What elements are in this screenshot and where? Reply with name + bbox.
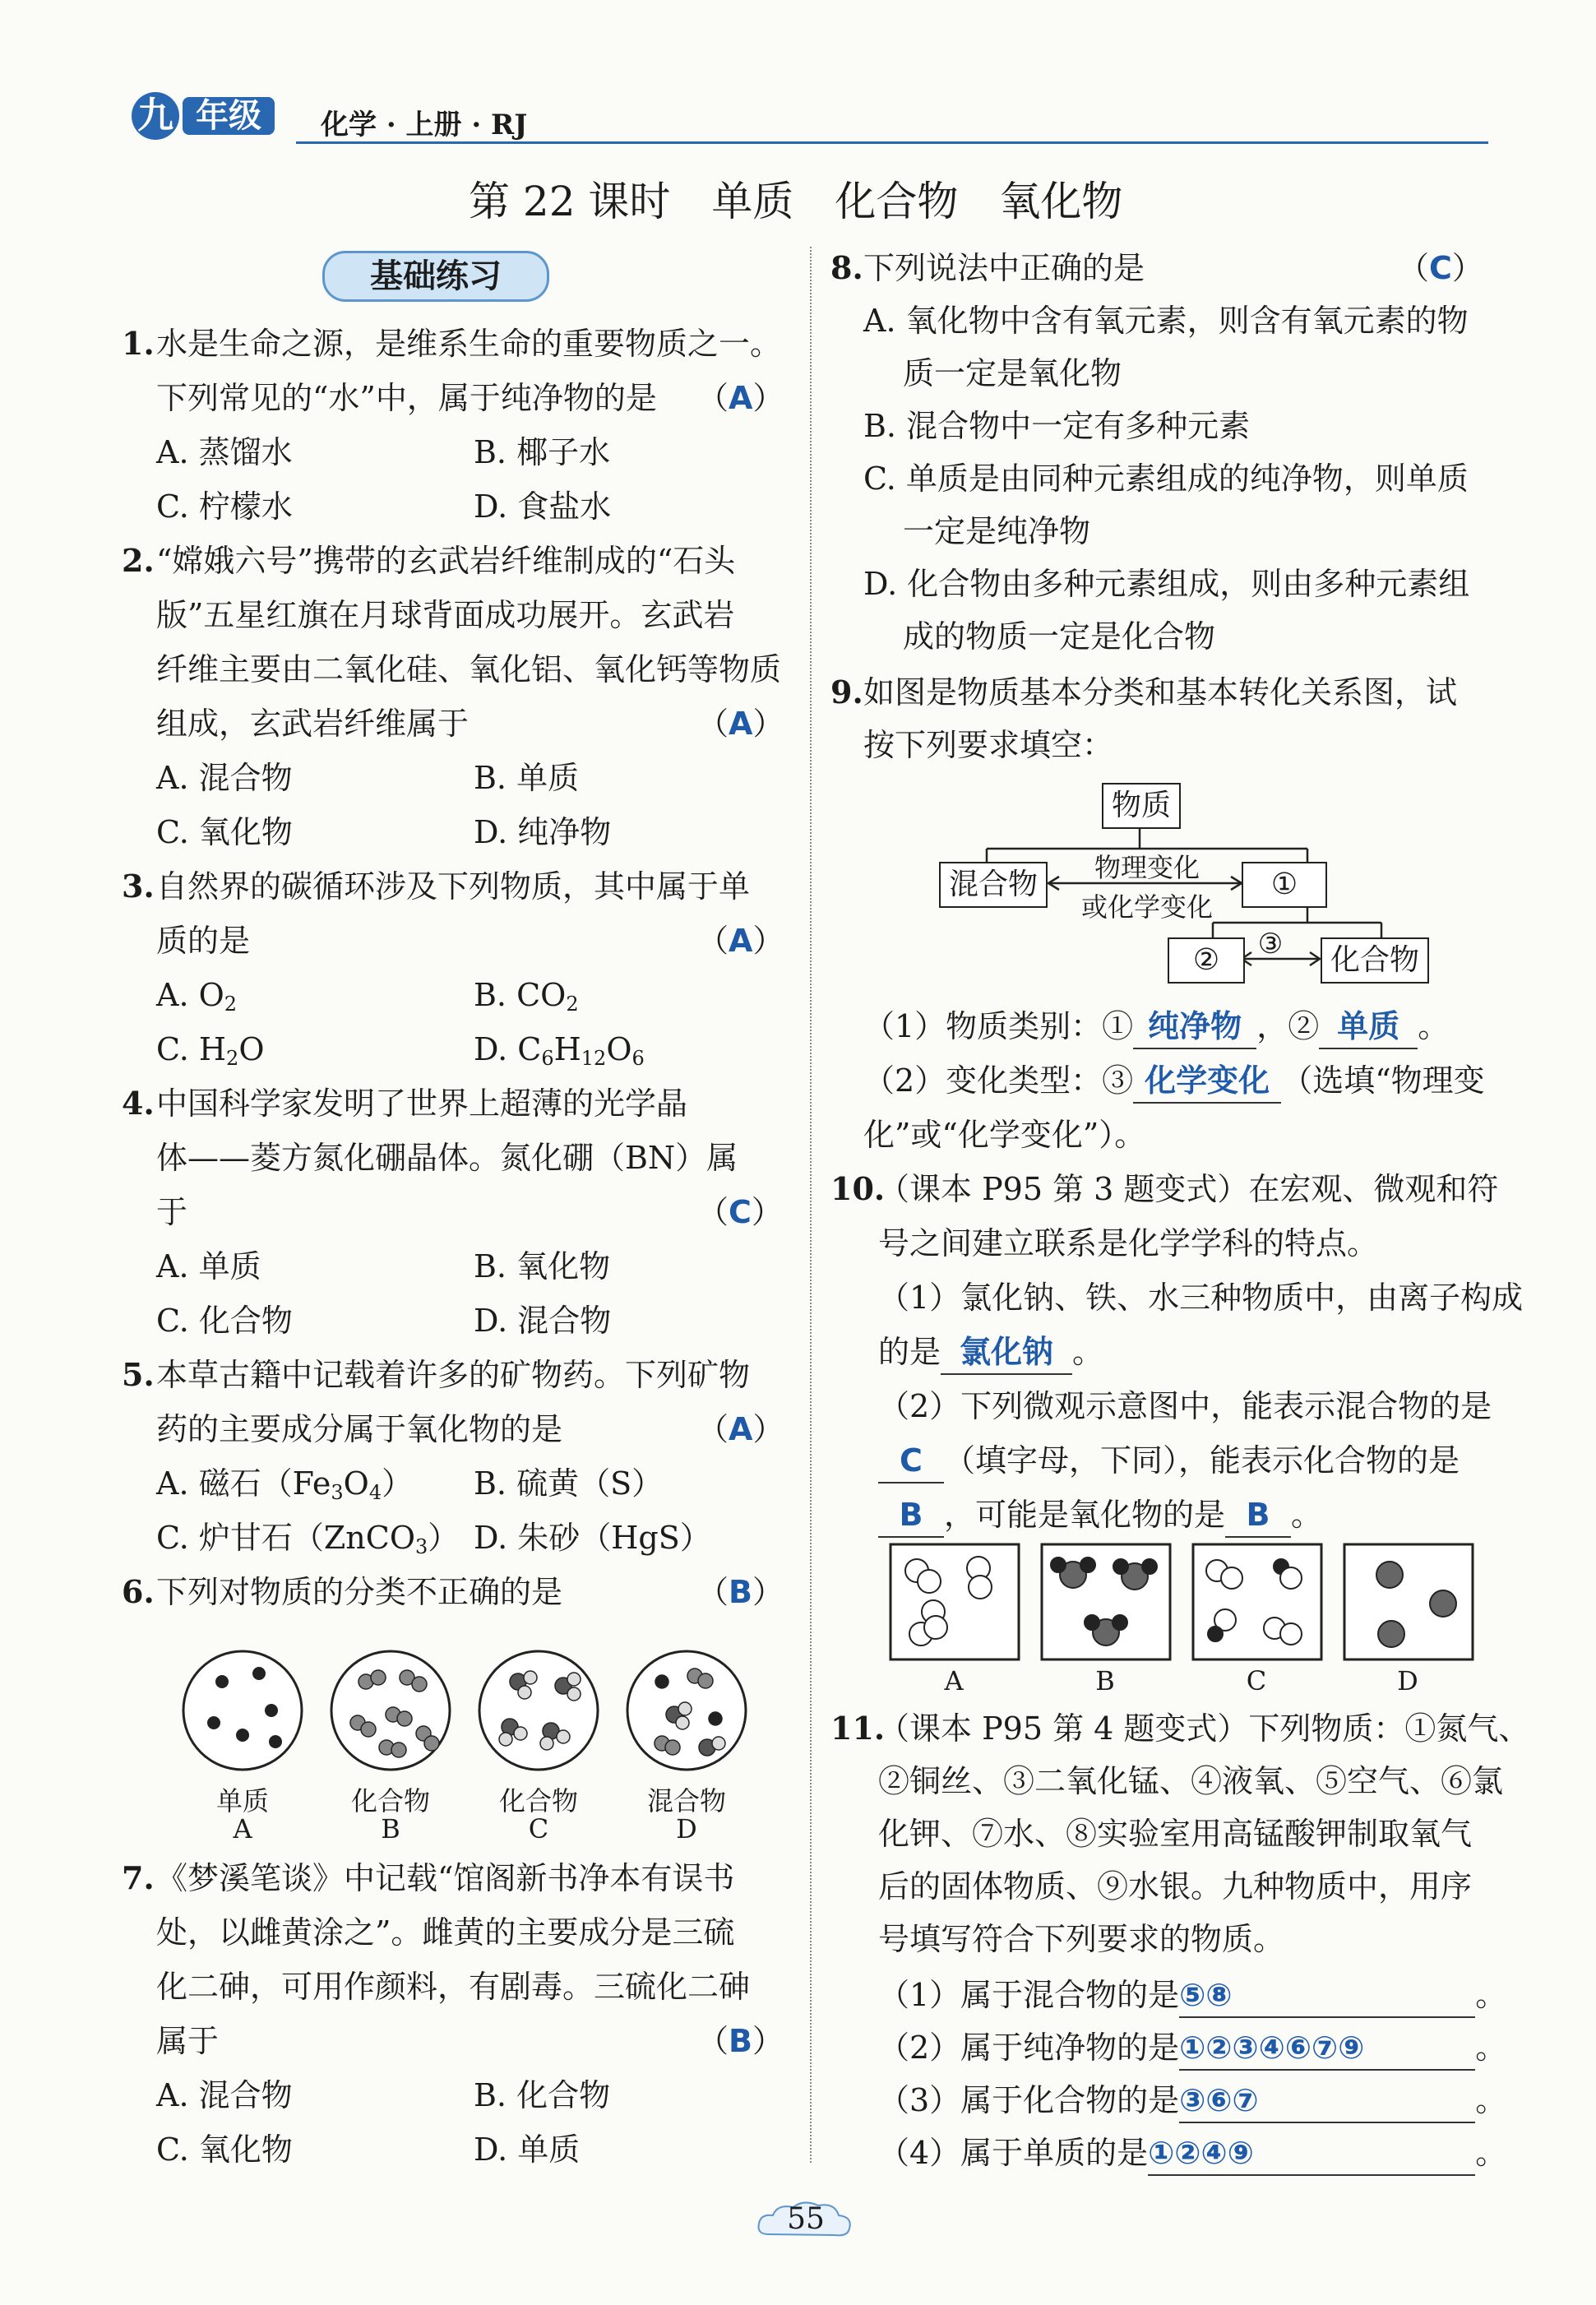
q1-stem: 水是生命之源，是维系生命的重要物质之一。 xyxy=(156,326,782,362)
q1-option: B. 椰子水 xyxy=(474,434,611,470)
q4-option: C. 化合物 xyxy=(156,1303,293,1339)
q9-stem: 按下列要求填空： xyxy=(863,727,1114,763)
q4-option: D. 混合物 xyxy=(474,1303,612,1339)
q9-part2: （2）变化类型：③ 化学变化 （选填“物理变 xyxy=(863,1059,1485,1104)
q2-option: A. 混合物 xyxy=(156,760,293,796)
q6-letter: D xyxy=(676,1813,697,1844)
q11-number: 11. xyxy=(830,1710,886,1747)
q4-stem: 于 xyxy=(156,1194,188,1230)
q7-stem: 处，以雌黄涂之”。雌黄的主要成分是三硫 xyxy=(156,1914,735,1951)
q8-option: 质一定是氧化物 xyxy=(903,355,1122,391)
q9-part2-cont: 化”或“化学变化”）。 xyxy=(863,1117,1146,1153)
q2-answer: （A） xyxy=(697,706,784,742)
q5-option-b: B. 硫黄（S） xyxy=(474,1465,664,1502)
page-number: 55 xyxy=(787,2202,825,2236)
q7-option: A. 混合物 xyxy=(156,2077,293,2113)
q8-option: A. 氧化物中含有氧元素，则含有氧元素的物 xyxy=(863,303,1469,339)
q10-part1-cont: 的是 氯化钠 。 xyxy=(878,1331,1103,1375)
q10-blank-1: 氯化钠 xyxy=(941,1331,1072,1375)
q5-answer: （A） xyxy=(697,1411,784,1447)
q7-stem: 化二砷，可用作颜料，有剧毒。三硫化二砷 xyxy=(156,1969,751,2005)
q8-answer: （C） xyxy=(1398,250,1483,286)
q3-stem: 自然界的碳循环涉及下列物质，其中属于单 xyxy=(156,868,751,905)
q10-stem: （课本 P95 第 3 题变式）在宏观、微观和符 xyxy=(878,1171,1499,1207)
q9-node-matter: 物质 xyxy=(1102,783,1181,829)
q11-stem: 化钾、⑦水、⑧实验室用高锰酸钾制取氧气 xyxy=(878,1816,1473,1852)
q3-number: 3. xyxy=(122,868,155,905)
q11-part2: （2）属于纯净物的是①②③④⑥⑦⑨ 。 xyxy=(878,2026,1506,2071)
q10-letter: A xyxy=(944,1665,964,1696)
q1-option: A. 蒸馏水 xyxy=(156,434,293,470)
q11-part1: （1）属于混合物的是⑤⑧ 。 xyxy=(878,1974,1506,2018)
q8-answer-letter: C xyxy=(1429,250,1452,286)
q7-number: 7. xyxy=(122,1859,155,1896)
q3-answer: （A） xyxy=(697,923,784,959)
q4-option: B. 氧化物 xyxy=(474,1248,611,1284)
q5-number: 5. xyxy=(122,1356,155,1393)
q2-stem: 纤维主要由二氧化硅、氧化铝、氧化钙等物质 xyxy=(156,651,782,687)
q5-stem: 药的主要成分属于氧化物的是 xyxy=(156,1411,563,1447)
header-rule xyxy=(296,141,1488,144)
q1-stem: 下列常见的“水”中，属于纯净物的是 xyxy=(156,380,657,416)
q2-option: C. 氧化物 xyxy=(156,814,293,850)
q10-part2: （2）下列微观示意图中，能表示混合物的是 xyxy=(878,1388,1492,1424)
q3-stem: 质的是 xyxy=(156,923,251,959)
q11-stem: （课本 P95 第 4 题变式）下列物质：①氮气、 xyxy=(878,1710,1530,1747)
q6-answer: （B） xyxy=(697,1574,784,1610)
q11-blank-3: ③⑥⑦ xyxy=(1179,2079,1475,2123)
q7-stem: 属于 xyxy=(156,2023,220,2059)
q2-answer-letter: A xyxy=(729,706,753,742)
q10-blank-2: C xyxy=(878,1439,944,1483)
q8-option: D. 化合物由多种元素组成，则由多种元素组 xyxy=(863,566,1470,602)
grade-logo-circle: 九 xyxy=(132,92,179,140)
q1-answer: （A） xyxy=(697,380,784,416)
q1-option: D. 食盐水 xyxy=(474,488,612,525)
q10-stem: 号之间建立联系是化学学科的特点。 xyxy=(878,1225,1379,1261)
q8-number: 8. xyxy=(830,249,863,286)
q10-letter: D xyxy=(1397,1665,1418,1696)
q3-option-b: B. $CO_2$ xyxy=(474,977,579,1016)
q8-option: B. 混合物中一定有多种元素 xyxy=(863,408,1251,444)
q9-blank-1: 纯净物 xyxy=(1133,1005,1256,1049)
q11-stem: 号填写符合下列要求的物质。 xyxy=(878,1921,1285,1957)
q7-answer: （B） xyxy=(697,2023,784,2059)
q1-answer-letter: A xyxy=(729,380,753,416)
section-badge: 基础练习 xyxy=(322,251,549,302)
q9-label-chemical: 或化学变化 xyxy=(1080,891,1213,923)
q6-letter: C xyxy=(528,1813,549,1844)
q10-part2-cont2: B ，可能是氧化物的是 B 。 xyxy=(878,1493,1322,1538)
q2-stem: 版”五星红旗在月球背面成功展开。玄武岩 xyxy=(156,597,735,633)
q6-number: 6. xyxy=(122,1573,155,1610)
q2-option: B. 单质 xyxy=(474,760,580,796)
q5-answer-letter: A xyxy=(729,1411,753,1447)
q6-caption: 单质 xyxy=(215,1785,269,1817)
q11-part4: （4）属于单质的是①②④⑨ 。 xyxy=(878,2131,1506,2176)
q9-stem: 如图是物质基本分类和基本转化关系图，试 xyxy=(863,674,1458,710)
q7-option: C. 氧化物 xyxy=(156,2131,293,2168)
q7-answer-letter: B xyxy=(729,2023,752,2059)
q5-option-d: D. 朱砂（HgS） xyxy=(474,1520,711,1556)
page-title: 第 22 课时 单质 化合物 氧化物 xyxy=(469,178,1123,225)
q6-answer-letter: B xyxy=(729,1574,752,1610)
q5-option-a: A. 磁石$(Fe_3O_4)$ xyxy=(156,1465,414,1504)
q10-blank-4: B xyxy=(1225,1493,1291,1538)
q8-stem: 下列说法中正确的是 xyxy=(863,250,1145,286)
q6-caption: 化合物 xyxy=(350,1785,430,1817)
grade-logo-bar: 年级 xyxy=(183,97,275,135)
q9-part1: （1）物质类别：① 纯净物 ，② 单质 。 xyxy=(863,1005,1449,1049)
q2-number: 2. xyxy=(122,542,155,579)
q2-stem: 组成，玄武岩纤维属于 xyxy=(156,706,470,742)
q3-option-a: A. $O_2$ xyxy=(156,977,238,1016)
q10-blank-3: B xyxy=(878,1493,944,1538)
q6-particle-figure xyxy=(181,1645,756,1784)
q9-blank-3: 化学变化 xyxy=(1133,1059,1281,1104)
q5-option-c: C. 炉甘石（ZnCO$_3$） xyxy=(156,1520,460,1558)
q9-node-mixture: 混合物 xyxy=(939,862,1048,908)
q2-stem: “嫦娥六号”携带的玄武岩纤维制成的“石头 xyxy=(156,543,736,579)
q8-option: 成的物质一定是化合物 xyxy=(903,618,1216,655)
q6-caption: 混合物 xyxy=(646,1785,726,1817)
q10-number: 10. xyxy=(830,1170,886,1207)
q11-stem: 后的固体物质、⑨水银。九种物质中，用序 xyxy=(878,1868,1473,1905)
q3-option-d: D. $C_6H_{12}O_6$ xyxy=(474,1031,645,1070)
q4-option: A. 单质 xyxy=(156,1248,261,1284)
q3-answer-letter: A xyxy=(729,923,753,959)
q9-number: 9. xyxy=(830,673,863,710)
q11-blank-4: ①②④⑨ xyxy=(1148,2131,1475,2176)
q5-stem: 本草古籍中记载着许多的矿物药。下列矿物 xyxy=(156,1357,751,1393)
q7-option: B. 化合物 xyxy=(474,2077,611,2113)
q2-option: D. 纯净物 xyxy=(474,814,612,850)
q10-letter: C xyxy=(1246,1665,1267,1696)
q1-number: 1. xyxy=(122,325,155,362)
q11-part3: （3）属于化合物的是③⑥⑦ 。 xyxy=(878,2079,1506,2123)
q7-option: D. 单质 xyxy=(474,2131,581,2168)
q9-label-3: ③ xyxy=(1257,928,1284,960)
q10-letter: B xyxy=(1095,1665,1115,1696)
q6-letter: A xyxy=(233,1813,252,1844)
q9-label-physical: 物理变化 xyxy=(1094,852,1200,883)
q11-blank-2: ①②③④⑥⑦⑨ xyxy=(1179,2026,1475,2071)
q9-blank-2: 单质 xyxy=(1319,1005,1418,1049)
q4-answer-letter: C xyxy=(729,1194,752,1230)
q3-option-c: C. $H_2O$ xyxy=(156,1031,265,1070)
q11-blank-1: ⑤⑧ xyxy=(1179,1974,1475,2018)
q10-micro-figure xyxy=(888,1542,1497,1665)
q9-node-1: ① xyxy=(1242,862,1327,908)
q9-node-2: ② xyxy=(1168,937,1245,984)
q8-option: 一定是纯净物 xyxy=(903,513,1091,549)
q9-node-compound: 化合物 xyxy=(1321,937,1429,984)
q6-caption: 化合物 xyxy=(498,1785,578,1817)
q4-stem: 中国科学家发明了世界上超薄的光学晶 xyxy=(156,1085,688,1122)
q11-stem: ②铜丝、③二氧化锰、④液氧、⑤空气、⑥氯 xyxy=(878,1763,1504,1799)
q8-option: C. 单质是由同种元素组成的纯净物，则单质 xyxy=(863,461,1469,497)
q10-part2-cont: C （填字母，下同），能表示化合物的是 xyxy=(878,1439,1460,1483)
q1-option: C. 柠檬水 xyxy=(156,488,293,525)
q7-stem: 《梦溪笔谈》中记载“馆阁新书净本有误书 xyxy=(156,1860,735,1896)
q10-part1: （1）氯化钠、铁、水三种物质中，由离子构成 xyxy=(878,1280,1524,1316)
subject-label: 化学 · 上册 · RJ xyxy=(321,109,528,141)
q4-number: 4. xyxy=(122,1085,155,1122)
q4-stem: 体——菱方氮化硼晶体。氮化硼（BN）属 xyxy=(156,1140,738,1176)
q6-stem: 下列对物质的分类不正确的是 xyxy=(156,1574,563,1610)
q6-letter: B xyxy=(381,1813,400,1844)
q4-answer: （C） xyxy=(697,1194,783,1230)
column-divider xyxy=(810,247,812,2163)
